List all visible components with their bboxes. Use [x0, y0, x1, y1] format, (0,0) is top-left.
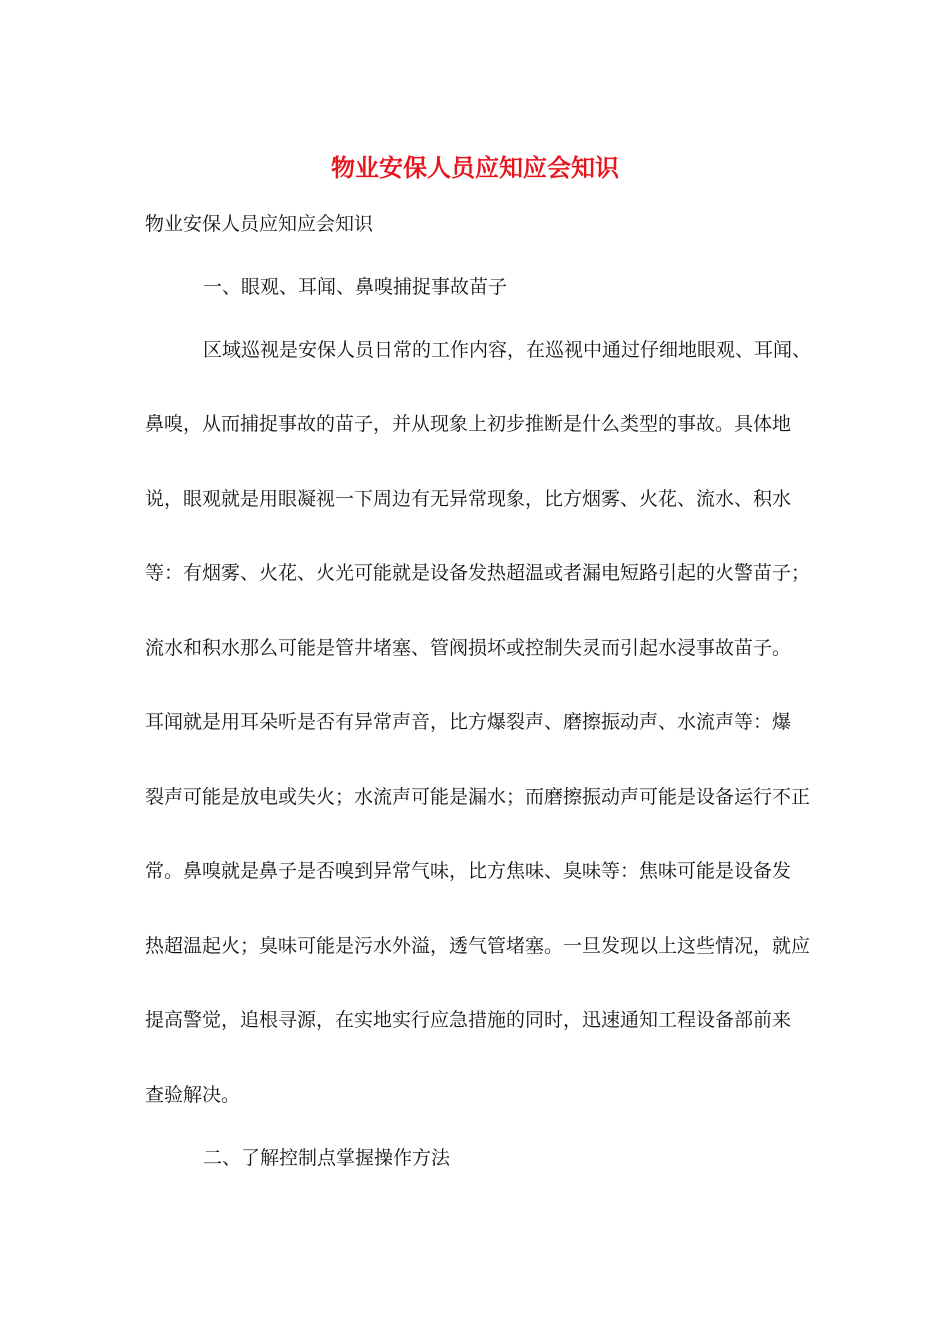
- paragraph-line: 常。鼻嗅就是鼻子是否嗅到异常气味，比方焦味、臭味等：焦味可能是设备发: [145, 860, 792, 882]
- section-heading-1: 一、眼观、耳闻、鼻嗅捕捉事故苗子: [203, 276, 508, 298]
- paragraph-line: 提高警觉，追根寻源，在实地实行应急措施的同时，迅速通知工程设备部前来: [145, 1009, 792, 1031]
- paragraph-line: 等：有烟雾、火花、火光可能就是设备发热超温或者漏电短路引起的火警苗子；: [145, 562, 811, 584]
- document-title: 物业安保人员应知应会知识: [331, 153, 619, 182]
- paragraph-line: 热超温起火；臭味可能是污水外溢，透气管堵塞。一旦发现以上这些情况，就应: [145, 935, 811, 957]
- paragraph-line: 区域巡视是安保人员日常的工作内容，在巡视中通过仔细地眼观、耳闻、: [203, 339, 812, 361]
- document-subtitle: 物业安保人员应知应会知识: [145, 213, 374, 235]
- paragraph-line: 裂声可能是放电或失火；水流声可能是漏水；而磨擦振动声可能是设备运行不正: [145, 786, 811, 808]
- paragraph-line: 流水和积水那么可能是管井堵塞、管阀损坏或控制失灵而引起水浸事故苗子。: [145, 637, 792, 659]
- paragraph-line: 耳闻就是用耳朵听是否有异常声音，比方爆裂声、磨擦振动声、水流声等：爆: [145, 711, 792, 733]
- paragraph-line: 查验解决。: [145, 1084, 241, 1106]
- section-heading-2: 二、了解控制点掌握操作方法: [203, 1147, 451, 1169]
- paragraph-line: 说，眼观就是用眼凝视一下周边有无异常现象，比方烟雾、火花、流水、积水: [145, 488, 792, 510]
- paragraph-line: 鼻嗅，从而捕捉事故的苗子，并从现象上初步推断是什么类型的事故。具体地: [145, 413, 792, 435]
